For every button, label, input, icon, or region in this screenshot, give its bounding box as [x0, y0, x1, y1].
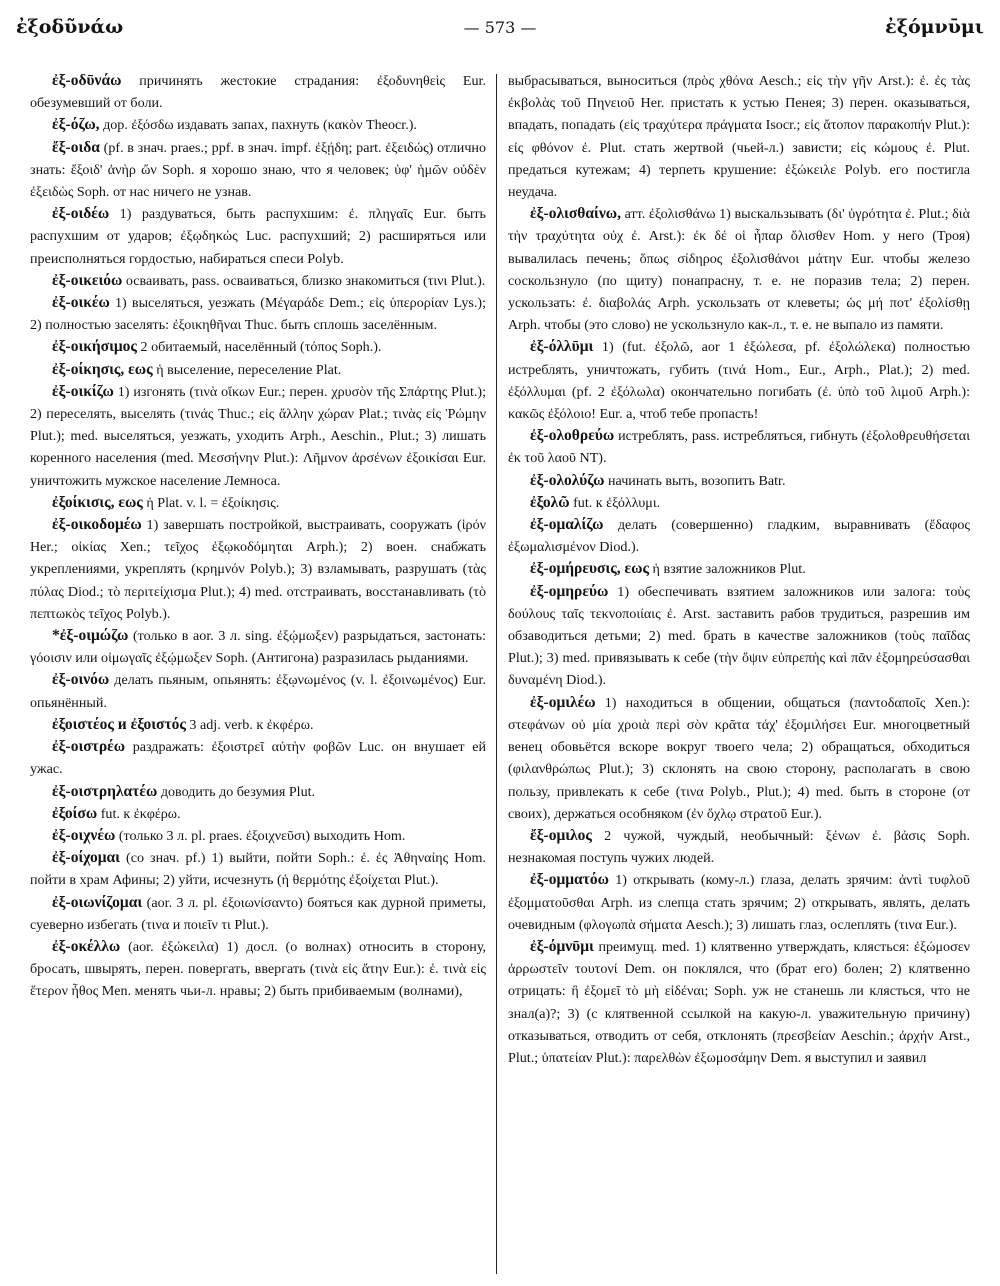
- entry-headword: ἐξ-οικίζω: [52, 382, 114, 400]
- dictionary-entry: [508, 825, 970, 869]
- entry-definition: 1) выселяться, уезжать (Μέγαράδε Dem.; εἰς ὑπερορίαν Lys.); 2) полностью заселять: ἐξοικηθῆναι Thuc. быть сплошь заселённым.: [30, 295, 486, 334]
- dictionary-entry: [508, 581, 970, 692]
- left-column: [30, 70, 486, 1275]
- dictionary-entry: [508, 70, 970, 203]
- dictionary-entry: [508, 692, 970, 825]
- entry-definition: ἡ взятие заложников Plut.: [652, 561, 806, 578]
- entry-definition: атт. ἐξολισθάνω 1) выскальзывать (δι' ὑγρότητα ἐ. Plut.; διὰ τὴν τραχύτητα οὐχ ἐ. Arst.): ἐκ δέ οἱ ἧπαρ ὄλισθεν Hom. у него (Троя) вывалилась печень; ὅπως σίδηρος ἐξολισθάνοι μάτην Eur. чтобы железо соскользнуло (по щиту) понапрасну, т. е. не поразив тела; 2) перен. ускользать: ἐ. διαβολάς Arph. ускользать от клеветы; ὡς μή ποτ' ἐξολίσθῃ Arph. чтобы (это слово) не ускользнуло как-л., т. е. не выпало из памяти.: [508, 206, 970, 334]
- entry-headword: ἐξ-ομιλέω: [530, 693, 596, 711]
- entry-definition: (aor. ἐξώκειλα) 1) досл. (о волнах) относить в сторону, бросать, швырять, перен. повергать, ввергать (τινὰ εἰς ἄτην Eur.): ἐ. τινὰ εἰς ἕτερον ἦθος Men. менять чьи-л. нравы; 2) быть прибиваемым (волнами),: [30, 938, 486, 1000]
- dictionary-entry: [30, 803, 486, 825]
- entry-definition: ἡ Plat. v. l. = ἐξοίκησις.: [146, 494, 280, 511]
- entry-definition: (aor. 3 л. pl. ἐξοιωνίσαντο) бояться как дурной приметы, суеверно избегать (τινα и ποιεῖν τι Plut.).: [30, 894, 486, 933]
- entry-definition: 3 adj. verb. к ἐκφέρω.: [189, 716, 314, 733]
- entry-headword: ἐξ-οίκησις, εως: [52, 360, 153, 378]
- dictionary-entry: [30, 137, 486, 204]
- entry-headword: ἐξ-οικειόω: [52, 271, 123, 289]
- entry-definition: делать (совершенно) гладким, выравнивать (ἔδαφος ἐξωμαλισμένον Diod.).: [508, 517, 970, 556]
- entry-definition: (только в aor. 3 л. sing. ἐξῴμωξεν) разрыдаться, застонать: γόοισιν или οἰμωγαῖς ἐξῴμωξεν Soph. (Антигона) разразилась рыданиями.: [30, 628, 486, 667]
- dictionary-entry: [30, 270, 486, 292]
- entry-headword: ἐξ-οινόω: [52, 671, 110, 689]
- dictionary-entry: [30, 70, 486, 114]
- entry-definition: (pf. в знач. praes.; ppf. в знач. impf. ἐξῄδη; part. ἐξειδώς) отлично знать: ἔξοιδ' ἀνὴρ ὤν Soph. я хорошо знаю, что я человек; ὑφ' ἡμῶν οὐδὲν ἐξειδὼς Soph. от нас ничего не узнав.: [30, 139, 486, 201]
- entry-headword: ἐξ-ομματόω: [530, 871, 609, 889]
- dictionary-entry: [30, 936, 486, 1003]
- entry-headword: ἐξ-ομήρευσις, εως: [530, 560, 650, 578]
- entry-headword: ἐξοίσω: [52, 804, 98, 822]
- left-running-head: ἐξοδῦνάω: [16, 16, 124, 38]
- dictionary-entry: [508, 514, 970, 558]
- entry-definition: 1) обеспечивать взятием заложников или залога: τοὺς δούλους ταῖς τεκνοποιίαις ἐ. Arst. заставить рабов трудиться, разрешив им обзаводиться детьми; 2) med. брать в качестве заложников (τοὺς παῖδας Plut.); 3) med. привязывать к себе (τὴν ὄψιν εὐπρεπὴς καὶ πᾶν ἐξομηρεύσασθαι δυναμένη Diod.).: [508, 583, 970, 689]
- entry-definition: (со знач. pf.) 1) выйти, пойти Soph.: ἐ. ἐς Ἀθηναίης Hom. пойти в храм Афины; 2) уйти, исчезнуть (ἡ θερμότης ἐξοίχεται Plut.).: [30, 850, 486, 889]
- entry-definition: дор. ἐξόσδω издавать запах, пахнуть (κακὸν Theocr.).: [103, 117, 417, 134]
- entry-headword: ἐξ-οιστρέω: [52, 738, 126, 756]
- dictionary-entry: [30, 625, 486, 669]
- right-running-head: ἐξόμνῡμι: [885, 16, 984, 38]
- dictionary-entry: [30, 825, 486, 847]
- dictionary-entry: [508, 558, 970, 580]
- dictionary-entry: [30, 359, 486, 381]
- entry-headword: *ἐξ-οιμώζω: [52, 627, 129, 645]
- dictionary-entry: [508, 492, 970, 514]
- entry-definition: делать пьяным, опьянять: ἐξῳνωμένος (v. l. ἐξοινωμένος) Eur. опьянённый.: [30, 672, 486, 711]
- dictionary-entry: [30, 492, 486, 514]
- entry-definition: начинать выть, возопить Batr.: [607, 472, 786, 489]
- entry-headword: ἐξ-όλλῡμι: [530, 338, 594, 356]
- entry-headword: ἐξ-ολοθρεύω: [530, 427, 615, 445]
- entry-definition: 2 обитаемый, населённый (τόπος Soph.).: [140, 339, 382, 356]
- entry-headword: ἐξ-οικέω: [52, 294, 110, 312]
- entry-definition: осваивать, pass. осваиваться, близко знакомиться (τινι Plut.).: [125, 272, 486, 289]
- entry-definition: 1) изгонять (τινὰ οἴκων Eur.; перен. χρυσὸν τῆς Σπάρτης Plut.); 2) переселять, выселять (τινάς Thuc.; εἰς ἄλλην χώραν Plat.; τινὰς εἰς Ῥώμην Plut.); med. выселяться, уезжать, уходить Arph., Aeschin., Plut.; 3) лишать коренного населения (med. Μεσσήνην Plut.): Λῆμνον ἀρσένων ἐξοικίσαι Eur. уничтожить мужское население Лемноса.: [30, 383, 486, 489]
- entry-headword: ἐξ-ομαλίζω: [530, 516, 604, 534]
- entry-definition: 1) завершать постройкой, выстраивать, сооружать (ἱρόν Her.; οἰκίας Xen.; τεῖχος ἐξῳκοδόμηται Arph.); 2) воен. снабжать укреплениями, укреплять (κρημνόν Polyb.); 3) взламывать, разрушать (τὰς πύλας Diod.; τὸ περιτείχισμα Plut.); 4) med. отстраивать, восстанавливать (τὸ πεπτωκὸς τεῖχος Polyb.).: [30, 517, 486, 622]
- entry-headword: ἐξ-οκέλλω: [52, 937, 121, 955]
- dictionary-entry: [30, 736, 486, 780]
- entry-headword: ἐξολῶ: [530, 493, 570, 511]
- dictionary-entry: [30, 892, 486, 936]
- entry-headword: ἐξ-ομηρεύω: [530, 582, 609, 600]
- dictionary-entry: [30, 847, 486, 891]
- dictionary-entry: [30, 336, 486, 358]
- entry-headword: ἐξοίκισις, εως: [52, 493, 143, 511]
- dictionary-entry: [30, 669, 486, 713]
- entry-definition: ἡ выселение, переселение Plat.: [156, 361, 342, 378]
- dictionary-entry: [30, 292, 486, 336]
- entry-headword: ἐξ-οιχνέω: [52, 826, 116, 844]
- dictionary-entry: [30, 514, 486, 625]
- entry-headword: ἐξ-όμνῡμι: [530, 937, 594, 955]
- dictionary-entry: [30, 114, 486, 136]
- entry-headword: ἐξ-οιδέω: [52, 205, 110, 223]
- entry-definition: fut. к ἐκφέρω.: [100, 805, 181, 822]
- dictionary-entry: [508, 425, 970, 469]
- entry-headword: ἐξ-ολολύζω: [530, 471, 605, 489]
- entry-definition: 1) открывать (кому-л.) глаза, делать зрячим: ἀντὶ τυφλοῦ ἐξομματοῦσθαι Arph. из слепца стать зрячим; 2) открывать, являть, делать очевидным (φλογωπὰ σήματα Aesch.); 3) лишать глаз, ослеплять (τινα Eur.).: [508, 872, 970, 933]
- entry-headword: ἐξ-όζω,: [52, 116, 100, 134]
- entry-definition: выбрасываться, выноситься (πρὸς χθόνα Aesch.; εἰς τὴν γῆν Arst.): ἐ. ἐς τὰς ἐκβολὰς τοῦ Πηνειοῦ Her. пристать к устью Пенея; 3) перен. оказываться, впадать, попадать (εἰς τραχύτερα πράγματα Isocr.; εἰς ἄτοπον παρακοπήν Plut.): εἰς φθόνον ἐ. Plut. стать жертвой (чьей-л.) зависти; εἰς κώμους ἐ. Plut. предаться кутежам; 4) терпеть крушение: ἐξώκειλε Polyb. его постигла неудача.: [508, 73, 970, 201]
- dictionary-entry: [30, 381, 486, 492]
- entry-headword: ἐξοιστέος и ἐξοιστός: [52, 715, 186, 733]
- entry-headword: ἐξ-οίχομαι: [52, 849, 120, 867]
- entry-definition: раздражать: ἐξοιστρεῖ αὐτὴν φοβῶν Luc. он внушает ей ужас.: [30, 739, 486, 778]
- entry-headword: ἔξ-ομιλος: [530, 826, 592, 844]
- dictionary-entry: [508, 869, 970, 936]
- entry-definition: причинять жестокие страдания: ἐξοδυνηθεὶς Eur. обезумевший от боли.: [30, 73, 486, 112]
- page-number: — 573 —: [463, 18, 537, 37]
- page-header: [0, 0, 1000, 44]
- dictionary-entry: [30, 714, 486, 736]
- dictionary-entry: [508, 336, 970, 425]
- dictionary-entry: [508, 936, 970, 1069]
- entry-definition: 1) находиться в общении, общаться (παντοδαποῖς Xen.): στεφάνων οὐ μία χροιὰ περὶ σὸν κρᾶτα τάχ' ἐξομιλήσει Eur. многоцветный венец обовьётся вскоре вокруг твоего чела; 2) обращаться, обходиться (φιλανθρώπως Plut.); 3) склонять на свою сторону, располагать в свою пользу, привлекать к себе (τινα Polyb., Plut.); 4) med. быть в стороне (от своих), держаться особняком (ἐν ὄχλῳ στρατοῦ Eur.).: [508, 694, 970, 822]
- entry-headword: ἐξ-ολισθαίνω,: [530, 205, 621, 223]
- entry-headword: ἐξ-οιστρηλατέω: [52, 782, 158, 800]
- entry-definition: доводить до безумия Plut.: [160, 783, 316, 800]
- entry-definition: (только 3 л. pl. praes. ἐξοιχνεῦσι) выходить Hom.: [118, 827, 406, 844]
- entry-headword: ἐξ-οικοδομέω: [52, 516, 142, 534]
- entry-definition: преимущ. med. 1) клятвенно утверждать, клясться: ἐξώμοσεν ἀρρωστεῖν τουτονί Dem. он поклялся, что (брат его) болен; 2) клятвенно отрицать: ἢ ἐξομεῖ τὸ μὴ εἰδέναι; Soph. уж не станешь ли клясться, что не знал(а)?; 3) (с клятвенной ссылкой на какую-л. уважительную причину) отказываться, отводить от себя, отклонять (πρεσβείαν Aeschin.; ἀρχήν Arst., Plut.; ὑπατείαν Plut.): παρελθὼν ἐξωμοσάμην Dem. я выступил и заявил: [508, 938, 970, 1066]
- entry-headword: ἐξ-οιωνίζομαι: [52, 893, 143, 911]
- entry-definition: 1) раздуваться, быть распухшим: ἐ. πληγαῖς Eur. быть распухшим от ударов; ἐξῳδηκώς Luc. распухший; 2) расширяться или преисполняться гордостью, набираться спеси Polyb.: [30, 206, 486, 267]
- entry-headword: ἐξ-οδῡνάω: [52, 72, 122, 89]
- entry-definition: 2 чужой, чуждый, необычный: ξένων ἐ. βάσις Soph. незнакомая поступь чужих людей.: [508, 827, 970, 867]
- dictionary-entry: [30, 203, 486, 270]
- entry-headword: ἔξ-οιδα: [52, 138, 100, 156]
- dictionary-entry: [508, 470, 970, 492]
- dictionary-entry: [30, 781, 486, 803]
- entry-definition: 1) (fut. ἐξολῶ, aor 1 ἐξώλεσα, pf. ἐξολώλεκα) полностью истреблять, уничтожать, губить (τινά Hom., Eur., Arph., Plat.); 2) med. ἐξόλλυμαι (pf. 2 ἐξόλωλα) окончательно погибать (ἐ. ὑπὸ τοῦ λιμοῦ Arph.): κακῶς ἐξόλοιο! Eur. а, чтоб тебе пропасть!: [508, 339, 970, 423]
- right-column: [508, 70, 970, 1275]
- entry-definition: истреблять, pass. истребляться, гибнуть (ἐξολοθρευθήσεται ἐκ τοῦ λαοῦ NT).: [508, 428, 970, 467]
- entry-headword: ἐξ-οικήσιμος: [52, 338, 137, 356]
- column-divider: [496, 74, 497, 1274]
- entry-definition: fut. к ἐξόλλυμι.: [573, 494, 661, 511]
- dictionary-entry: [508, 203, 970, 336]
